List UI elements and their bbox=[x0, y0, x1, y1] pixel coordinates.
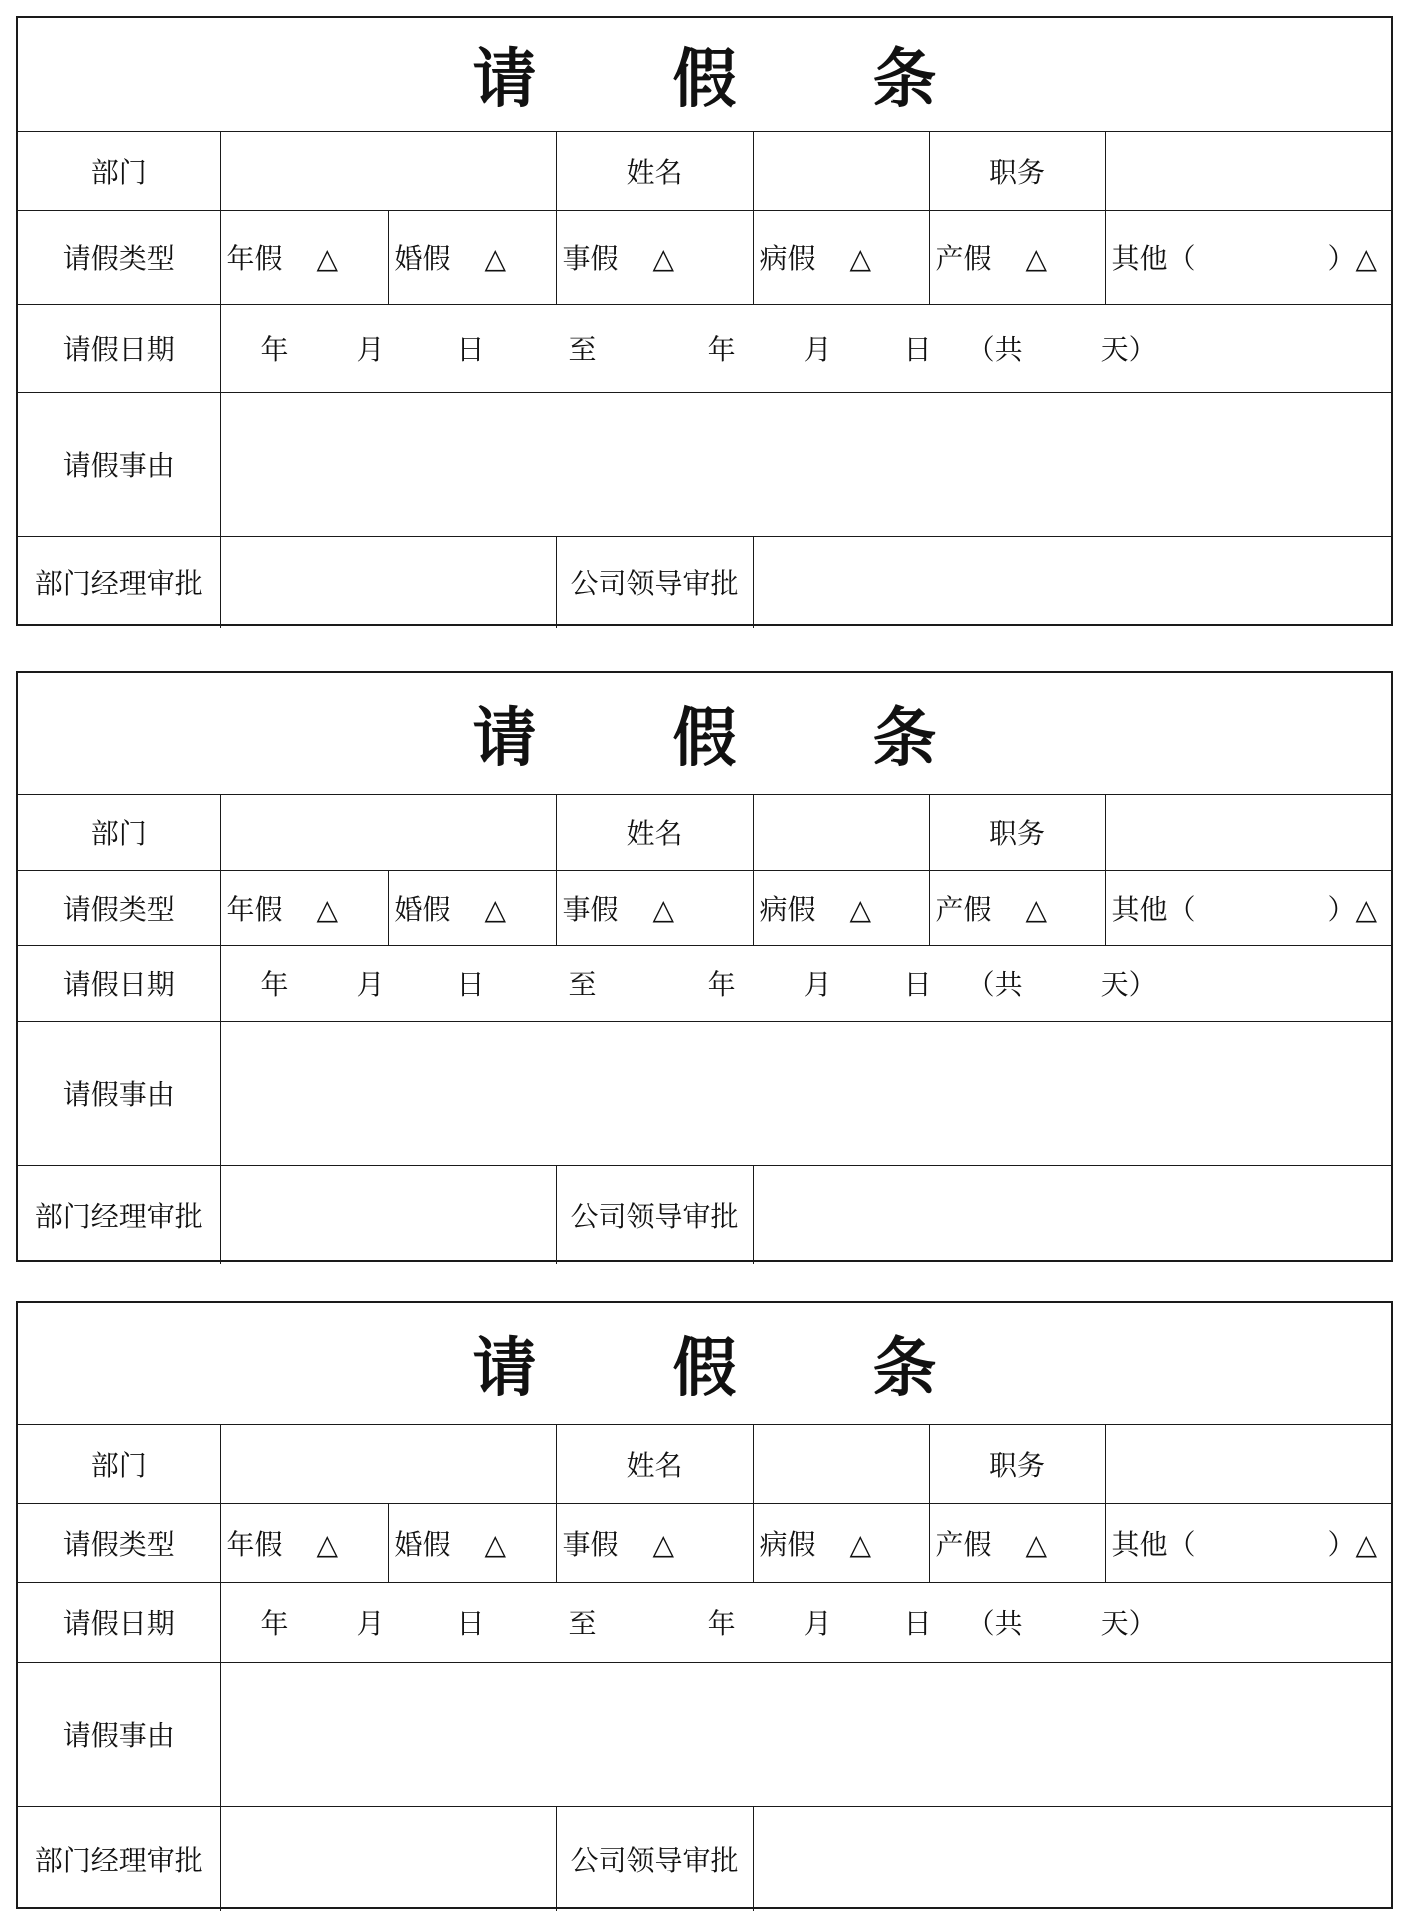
form-title bbox=[18, 18, 1391, 131]
leave-reason-field[interactable] bbox=[220, 1662, 1391, 1806]
triangle-icon[interactable]: △ bbox=[484, 892, 507, 926]
leave-type-label: 请假类型 bbox=[18, 870, 220, 945]
leave-type-sick-label: 病假 bbox=[759, 892, 816, 926]
leave-type-other-label: 其他（ bbox=[1111, 892, 1196, 926]
leave-type-personal-label: 事假 bbox=[562, 892, 619, 926]
position-label: 职务 bbox=[929, 131, 1105, 210]
triangle-icon[interactable]: ）△ bbox=[1327, 242, 1378, 275]
leave-type-maternity-label: 产假 bbox=[935, 892, 992, 926]
date-start-year: 年 bbox=[260, 968, 289, 1001]
leave-type-annual[interactable] bbox=[220, 1503, 388, 1582]
company-leader-approval-field[interactable] bbox=[753, 536, 1391, 628]
leave-type-label: 请假类型 bbox=[18, 210, 220, 304]
department-label: 部门 bbox=[18, 131, 220, 210]
position-field[interactable] bbox=[1105, 1424, 1391, 1503]
triangle-icon[interactable]: ）△ bbox=[1327, 1527, 1378, 1561]
leave-date-label: 请假日期 bbox=[18, 945, 220, 1021]
position-field[interactable] bbox=[1105, 794, 1391, 870]
triangle-icon[interactable]: △ bbox=[316, 892, 339, 926]
leave-type-maternity-label: 产假 bbox=[935, 1527, 992, 1561]
leave-reason-label: 请假事由 bbox=[18, 1021, 220, 1165]
triangle-icon[interactable]: △ bbox=[316, 1527, 339, 1561]
leave-type-marriage-label: 婚假 bbox=[394, 892, 451, 926]
triangle-icon[interactable]: △ bbox=[652, 1527, 675, 1561]
leave-type-personal[interactable] bbox=[556, 870, 753, 945]
leave-type-other-label: 其他（ bbox=[1111, 1527, 1196, 1561]
triangle-icon[interactable]: ）△ bbox=[1327, 892, 1378, 926]
leave-type-personal-label: 事假 bbox=[562, 242, 619, 275]
triangle-icon[interactable]: △ bbox=[484, 1527, 507, 1561]
leave-type-annual-label: 年假 bbox=[226, 1527, 283, 1561]
leave-date-field[interactable] bbox=[220, 304, 1391, 392]
date-total-close: 天） bbox=[1100, 968, 1157, 1001]
leave-type-marriage-label: 婚假 bbox=[394, 1527, 451, 1561]
date-total-open: （共 bbox=[966, 968, 1023, 1001]
position-label: 职务 bbox=[929, 1424, 1105, 1503]
leave-type-marriage-label: 婚假 bbox=[394, 242, 451, 275]
department-field[interactable] bbox=[220, 131, 556, 210]
leave-type-other[interactable] bbox=[1105, 210, 1391, 304]
triangle-icon[interactable]: △ bbox=[652, 242, 675, 275]
title-char-3: 条 bbox=[872, 42, 937, 118]
date-to: 至 bbox=[568, 968, 597, 1001]
triangle-icon[interactable]: △ bbox=[1025, 242, 1048, 275]
name-label: 姓名 bbox=[556, 131, 753, 210]
leave-reason-field[interactable] bbox=[220, 392, 1391, 536]
leave-form bbox=[16, 1301, 1393, 1909]
title-char-2: 假 bbox=[672, 701, 737, 777]
date-total-open: （共 bbox=[966, 1607, 1023, 1640]
leave-form-table bbox=[18, 1303, 1391, 1911]
department-label: 部门 bbox=[18, 794, 220, 870]
date-total-open: （共 bbox=[966, 333, 1023, 366]
company-leader-approval-field[interactable] bbox=[753, 1806, 1391, 1911]
leave-type-annual[interactable] bbox=[220, 210, 388, 304]
date-to: 至 bbox=[568, 333, 597, 366]
date-start-month: 月 bbox=[356, 968, 385, 1001]
date-end-month: 月 bbox=[803, 968, 832, 1001]
leave-reason-label: 请假事由 bbox=[18, 392, 220, 536]
leave-type-maternity[interactable] bbox=[929, 1503, 1105, 1582]
triangle-icon[interactable]: △ bbox=[849, 242, 872, 275]
name-field[interactable] bbox=[753, 131, 929, 210]
dept-manager-approval-field[interactable] bbox=[220, 536, 556, 628]
company-leader-approval-label: 公司领导审批 bbox=[556, 536, 753, 628]
leave-type-marriage[interactable] bbox=[388, 210, 556, 304]
date-end-month: 月 bbox=[803, 333, 832, 366]
date-end-day: 日 bbox=[903, 968, 932, 1001]
triangle-icon[interactable]: △ bbox=[1025, 892, 1048, 926]
dept-manager-approval-field[interactable] bbox=[220, 1806, 556, 1911]
date-end-day: 日 bbox=[903, 333, 932, 366]
triangle-icon[interactable]: △ bbox=[1025, 1527, 1048, 1561]
title-char-2: 假 bbox=[672, 42, 737, 118]
name-label: 姓名 bbox=[556, 1424, 753, 1503]
date-start-month: 月 bbox=[356, 333, 385, 366]
leave-type-annual-label: 年假 bbox=[226, 892, 283, 926]
position-label: 职务 bbox=[929, 794, 1105, 870]
department-field[interactable] bbox=[220, 1424, 556, 1503]
name-field[interactable] bbox=[753, 1424, 929, 1503]
leave-type-annual[interactable] bbox=[220, 870, 388, 945]
leave-type-maternity[interactable] bbox=[929, 210, 1105, 304]
leave-type-sick[interactable] bbox=[753, 1503, 929, 1582]
leave-type-marriage[interactable] bbox=[388, 870, 556, 945]
leave-type-other[interactable] bbox=[1105, 1503, 1391, 1582]
company-leader-approval-label: 公司领导审批 bbox=[556, 1165, 753, 1264]
triangle-icon[interactable]: △ bbox=[849, 1527, 872, 1561]
leave-type-label: 请假类型 bbox=[18, 1503, 220, 1582]
department-field[interactable] bbox=[220, 794, 556, 870]
triangle-icon[interactable]: △ bbox=[484, 242, 507, 275]
date-start-month: 月 bbox=[356, 1607, 385, 1640]
leave-form bbox=[16, 671, 1393, 1262]
title-char-3: 条 bbox=[872, 1331, 937, 1407]
title-char-1: 请 bbox=[472, 1331, 537, 1407]
triangle-icon[interactable]: △ bbox=[652, 892, 675, 926]
name-field[interactable] bbox=[753, 794, 929, 870]
leave-type-other-label: 其他（ bbox=[1111, 242, 1196, 275]
leave-reason-label: 请假事由 bbox=[18, 1662, 220, 1806]
leave-type-marriage[interactable] bbox=[388, 1503, 556, 1582]
company-leader-approval-label: 公司领导审批 bbox=[556, 1806, 753, 1911]
date-end-year: 年 bbox=[707, 333, 736, 366]
leave-date-label: 请假日期 bbox=[18, 1582, 220, 1662]
date-total-close: 天） bbox=[1100, 1607, 1157, 1640]
title-char-1: 请 bbox=[472, 42, 537, 118]
title-char-1: 请 bbox=[472, 701, 537, 777]
company-leader-approval-field[interactable] bbox=[753, 1165, 1391, 1264]
leave-type-personal-label: 事假 bbox=[562, 1527, 619, 1561]
leave-type-maternity-label: 产假 bbox=[935, 242, 992, 275]
triangle-icon[interactable]: △ bbox=[316, 242, 339, 275]
date-start-day: 日 bbox=[456, 1607, 485, 1640]
leave-type-annual-label: 年假 bbox=[226, 242, 283, 275]
form-title bbox=[18, 673, 1391, 794]
date-end-year: 年 bbox=[707, 1607, 736, 1640]
leave-date-field[interactable] bbox=[220, 945, 1391, 1021]
leave-type-other[interactable] bbox=[1105, 870, 1391, 945]
date-start-day: 日 bbox=[456, 968, 485, 1001]
leave-form-table bbox=[18, 673, 1391, 1264]
date-end-year: 年 bbox=[707, 968, 736, 1001]
date-end-month: 月 bbox=[803, 1607, 832, 1640]
dept-manager-approval-label: 部门经理审批 bbox=[18, 1806, 220, 1911]
leave-form bbox=[16, 16, 1393, 626]
position-field[interactable] bbox=[1105, 131, 1391, 210]
leave-type-sick-label: 病假 bbox=[759, 242, 816, 275]
department-label: 部门 bbox=[18, 1424, 220, 1503]
date-end-day: 日 bbox=[903, 1607, 932, 1640]
leave-date-label: 请假日期 bbox=[18, 304, 220, 392]
leave-type-personal[interactable] bbox=[556, 210, 753, 304]
leave-type-sick-label: 病假 bbox=[759, 1527, 816, 1561]
date-to: 至 bbox=[568, 1607, 597, 1640]
leave-type-personal[interactable] bbox=[556, 1503, 753, 1582]
title-char-3: 条 bbox=[872, 701, 937, 777]
date-total-close: 天） bbox=[1100, 333, 1157, 366]
title-char-2: 假 bbox=[672, 1331, 737, 1407]
leave-type-maternity[interactable] bbox=[929, 870, 1105, 945]
date-start-day: 日 bbox=[456, 333, 485, 366]
leave-date-field[interactable] bbox=[220, 1582, 1391, 1662]
dept-manager-approval-label: 部门经理审批 bbox=[18, 536, 220, 628]
dept-manager-approval-field[interactable] bbox=[220, 1165, 556, 1264]
leave-type-sick[interactable] bbox=[753, 210, 929, 304]
date-start-year: 年 bbox=[260, 1607, 289, 1640]
form-title bbox=[18, 1303, 1391, 1424]
leave-form-table bbox=[18, 18, 1391, 628]
date-start-year: 年 bbox=[260, 333, 289, 366]
leave-type-sick[interactable] bbox=[753, 870, 929, 945]
leave-reason-field[interactable] bbox=[220, 1021, 1391, 1165]
dept-manager-approval-label: 部门经理审批 bbox=[18, 1165, 220, 1264]
triangle-icon[interactable]: △ bbox=[849, 892, 872, 926]
name-label: 姓名 bbox=[556, 794, 753, 870]
